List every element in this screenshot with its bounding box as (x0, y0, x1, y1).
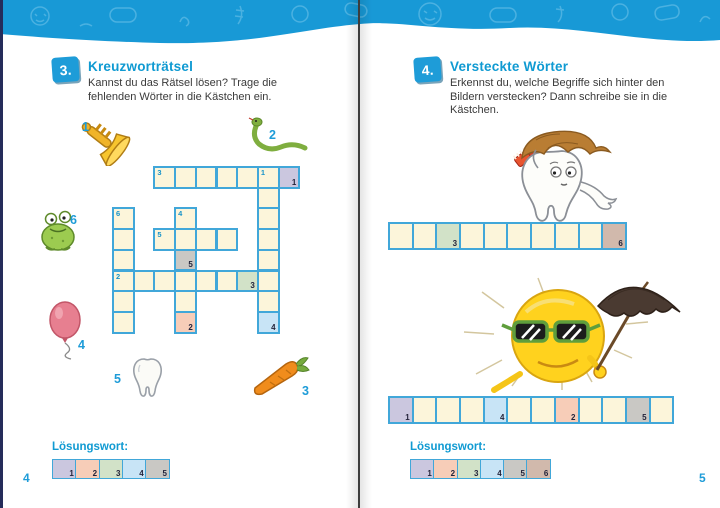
numbered-letter-cell[interactable]: 5 (503, 459, 528, 479)
section-number-badge (51, 56, 80, 83)
solution-word-boxes (52, 459, 170, 479)
snake-number: 2 (269, 128, 276, 142)
numbered-letter-cell[interactable]: 6 (601, 222, 627, 250)
frog-image (38, 205, 82, 258)
fold-shadow-right (360, 0, 372, 508)
numbered-letter-cell[interactable]: 2 (433, 459, 458, 479)
crossword-cell[interactable] (257, 187, 280, 210)
carrot-number: 3 (302, 384, 309, 398)
crossword-cell[interactable]: 6 (112, 207, 135, 230)
crossword-cell[interactable] (195, 270, 218, 293)
tooth-image (112, 356, 178, 407)
crossword-cell[interactable] (195, 166, 218, 189)
crossword-solution-cell[interactable]: 3 (236, 270, 259, 293)
crossword-cell[interactable] (216, 228, 239, 251)
crossword-cell[interactable]: 4 (174, 207, 197, 230)
crossword-cell[interactable] (216, 166, 239, 189)
page-number-left: 4 (23, 471, 30, 485)
instructions-text: Erkennst du, welche Begriffe sich hinter den Bildern verstecken? Dann schreibe sie in die Kästchen. (450, 77, 668, 116)
answer-row-2 (388, 396, 674, 424)
letter-cell[interactable] (530, 222, 556, 250)
letter-cell[interactable] (435, 396, 461, 424)
letter-cell[interactable] (601, 396, 627, 424)
numbered-letter-cell[interactable]: 4 (483, 396, 509, 424)
page-number-right: 5 (699, 471, 706, 485)
crossword-cell[interactable] (112, 249, 135, 272)
crossword-solution-cell[interactable]: 5 (174, 249, 197, 272)
crossword-solution-cell[interactable]: 4 (257, 311, 280, 334)
crossword-cell[interactable] (216, 270, 239, 293)
crossword-cell[interactable] (112, 228, 135, 251)
numbered-letter-cell[interactable]: 5 (625, 396, 651, 424)
crossword-cell[interactable] (257, 207, 280, 230)
snake-image (243, 114, 309, 165)
section-number: 4. (421, 61, 434, 78)
numbered-letter-cell[interactable]: 1 (410, 459, 435, 479)
numbered-letter-cell[interactable]: 4 (480, 459, 505, 479)
tooth-number: 5 (114, 372, 121, 386)
crossword-cell[interactable] (174, 228, 197, 251)
balloon-image (46, 300, 88, 365)
answer-row-1 (388, 222, 627, 250)
letter-cell[interactable] (459, 222, 485, 250)
section-number-badge (413, 56, 442, 83)
numbered-letter-cell[interactable]: 5 (145, 459, 170, 479)
crossword-cell[interactable] (257, 290, 280, 313)
crossword-solution-cell[interactable]: 1 (278, 166, 301, 189)
letter-cell[interactable] (388, 222, 414, 250)
crossword-grid (112, 166, 304, 338)
crossword-cell[interactable] (133, 270, 156, 293)
letter-cell[interactable] (412, 222, 438, 250)
letter-cell[interactable] (412, 396, 438, 424)
numbered-letter-cell[interactable]: 3 (457, 459, 482, 479)
crossword-cell[interactable] (112, 290, 135, 313)
crossword-cell[interactable] (236, 166, 259, 189)
letter-cell[interactable] (506, 222, 532, 250)
balloon-number: 4 (78, 338, 85, 352)
crossword-cell[interactable] (112, 311, 135, 334)
section-number: 3. (59, 61, 72, 78)
center-fold (358, 0, 360, 508)
numbered-letter-cell[interactable]: 6 (526, 459, 551, 479)
crossword-cell[interactable]: 1 (257, 166, 280, 189)
carrot-image (250, 352, 310, 403)
instructions-text: Kannst du das Rätsel lösen? Trage die fehlenden Wörter in die Kästchen ein. (88, 77, 277, 103)
book-left-edge (0, 0, 3, 508)
trumpet-image (74, 114, 132, 171)
page-title: Kreuzworträtsel (88, 59, 194, 74)
page-title: Versteckte Wörter (450, 59, 569, 74)
letter-cell[interactable] (578, 396, 604, 424)
crossword-cell[interactable] (174, 270, 197, 293)
letter-cell[interactable] (649, 396, 675, 424)
crossword-cell[interactable] (257, 270, 280, 293)
fold-shadow-left (346, 0, 358, 508)
crossword-cell[interactable] (174, 166, 197, 189)
numbered-letter-cell[interactable]: 2 (75, 459, 100, 479)
numbered-letter-cell[interactable]: 4 (122, 459, 147, 479)
crossword-solution-cell[interactable]: 2 (174, 311, 197, 334)
letter-cell[interactable] (530, 396, 556, 424)
crossword-cell[interactable]: 2 (112, 270, 135, 293)
numbered-letter-cell[interactable]: 3 (99, 459, 124, 479)
numbered-letter-cell[interactable]: 1 (52, 459, 77, 479)
sun-with-sunglasses-and-umbrella-image (442, 262, 690, 403)
tooth-with-wig-and-toothbrush-image (492, 124, 644, 229)
trumpet-number: 1 (82, 120, 89, 134)
crossword-cell[interactable]: 3 (153, 166, 176, 189)
solution-word-label: Lösungswort: (52, 441, 129, 453)
crossword-cell[interactable] (257, 228, 280, 251)
crossword-cell[interactable] (174, 290, 197, 313)
frog-number: 6 (70, 213, 77, 227)
letter-cell[interactable] (578, 222, 604, 250)
numbered-letter-cell[interactable]: 1 (388, 396, 414, 424)
letter-cell[interactable] (483, 222, 509, 250)
numbered-letter-cell[interactable]: 2 (554, 396, 580, 424)
crossword-cell[interactable] (195, 228, 218, 251)
letter-cell[interactable] (554, 222, 580, 250)
crossword-cell[interactable]: 5 (153, 228, 176, 251)
crossword-cell[interactable] (153, 270, 176, 293)
crossword-cell[interactable] (257, 249, 280, 272)
letter-cell[interactable] (459, 396, 485, 424)
solution-word-boxes (410, 459, 551, 479)
letter-cell[interactable] (506, 396, 532, 424)
solution-word-label: Lösungswort: (410, 441, 487, 453)
numbered-letter-cell[interactable]: 3 (435, 222, 461, 250)
